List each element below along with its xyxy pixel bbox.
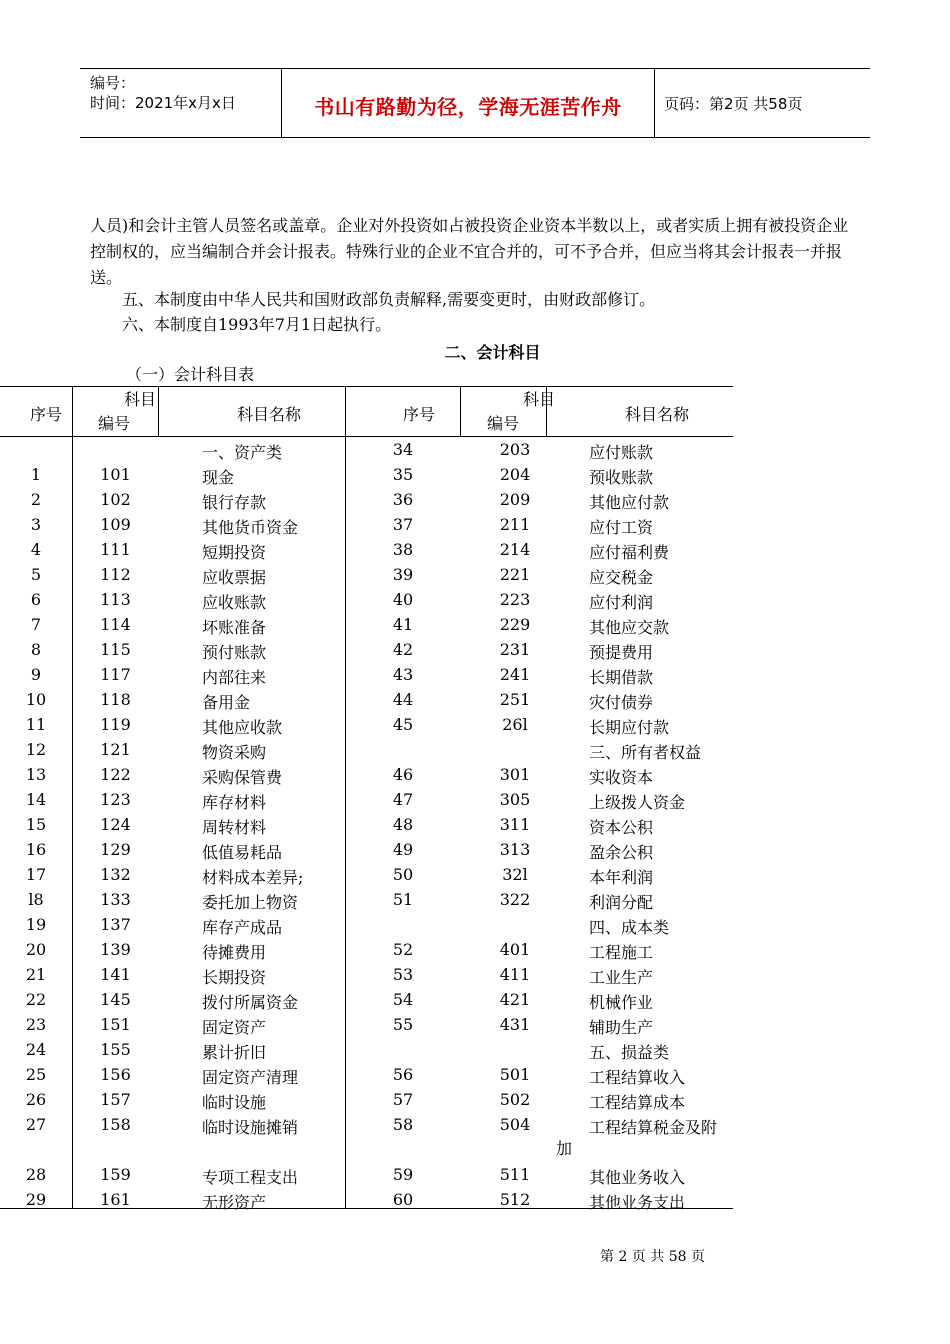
row-seq: 23 xyxy=(25,1015,47,1034)
row-seq: 26 xyxy=(25,1090,47,1109)
row-name: 利润分配 xyxy=(589,893,654,912)
header-page-info: 页码：第2页 共58页 xyxy=(664,95,803,113)
row-name: 长期投资 xyxy=(202,968,267,987)
row-code: 504 xyxy=(499,1115,531,1134)
row-seq: 8 xyxy=(30,640,42,659)
row-code: 117 xyxy=(100,665,131,684)
row-code: 158 xyxy=(100,1115,131,1134)
row-seq: 29 xyxy=(25,1190,47,1209)
row-name: 应付账款 xyxy=(589,443,654,462)
row-name: 应收账款 xyxy=(202,593,267,612)
row-code: 109 xyxy=(100,515,131,534)
row-seq: 50 xyxy=(392,865,414,884)
row-seq: 58 xyxy=(392,1115,414,1134)
row-seq: 60 xyxy=(392,1190,414,1209)
table-row xyxy=(0,465,733,490)
row-seq: 55 xyxy=(392,1015,414,1034)
row-continuation: 加 xyxy=(556,1139,573,1158)
table-row xyxy=(0,1015,733,1040)
table-row xyxy=(0,865,733,890)
row-name: 现金 xyxy=(202,468,235,487)
row-seq: 56 xyxy=(392,1065,414,1084)
row-seq: 27 xyxy=(25,1115,47,1134)
table-row xyxy=(0,440,733,465)
row-name: 临时设施摊销 xyxy=(202,1118,299,1137)
table-row xyxy=(0,990,733,1015)
row-name: 坏账准备 xyxy=(202,618,267,637)
body-paragraph: 五、本制度由中华人民共和国财政部负责解释,需要变更时，由财政部修订。 xyxy=(122,290,656,309)
row-name: 工程结算税金及附 xyxy=(589,1118,718,1137)
page-header xyxy=(80,68,870,138)
row-name: 应付利润 xyxy=(589,593,654,612)
row-seq: 9 xyxy=(30,665,42,684)
table-row xyxy=(0,840,733,865)
row-code: 223 xyxy=(499,590,531,609)
row-name: 银行存款 xyxy=(202,493,267,512)
row-name: 工程结算成本 xyxy=(589,1093,686,1112)
row-name: 辅助生产 xyxy=(589,1018,654,1037)
row-name: 应付工资 xyxy=(589,518,654,537)
row-code: 502 xyxy=(499,1090,531,1109)
row-code: 115 xyxy=(100,640,131,659)
row-seq: 35 xyxy=(392,465,414,484)
row-seq: 15 xyxy=(25,815,47,834)
row-name: 内部往来 xyxy=(202,668,267,687)
header-meta xyxy=(90,73,236,113)
row-name: 预付账款 xyxy=(202,643,267,662)
row-name: 周转材料 xyxy=(202,818,267,837)
row-code: 32l xyxy=(502,865,528,884)
row-name: 备用金 xyxy=(202,693,251,712)
row-code: 112 xyxy=(100,565,131,584)
header-motto: 书山有路勤为径，学海无涯苦作舟 xyxy=(314,95,622,119)
row-name: 其他货币资金 xyxy=(202,518,299,537)
row-seq: 49 xyxy=(392,840,414,859)
row-seq: 24 xyxy=(25,1040,47,1059)
row-seq: 10 xyxy=(25,690,47,709)
header-code-line2: 编号 xyxy=(487,414,520,433)
row-name: 本年利润 xyxy=(589,868,654,887)
page-footer: 第 2 页 共 58 页 xyxy=(600,1249,705,1265)
row-seq: l8 xyxy=(28,890,44,909)
row-seq: 37 xyxy=(392,515,414,534)
table-row xyxy=(0,890,733,915)
row-seq: 13 xyxy=(25,765,47,784)
table-row xyxy=(0,965,733,990)
row-seq: 59 xyxy=(392,1165,414,1184)
row-code: 305 xyxy=(499,790,531,809)
row-name: 物资采购 xyxy=(202,743,267,762)
row-code: 229 xyxy=(499,615,531,634)
row-code: 401 xyxy=(499,940,531,959)
row-name: 应付福利费 xyxy=(589,543,670,562)
row-code: 26l xyxy=(502,715,528,734)
table-row xyxy=(0,515,733,540)
row-code: 204 xyxy=(499,465,531,484)
header-name: 科目名称 xyxy=(624,405,689,424)
row-name: 采购保管费 xyxy=(202,768,283,787)
row-name: 应收票据 xyxy=(202,568,267,587)
row-name: 无形资产 xyxy=(202,1193,267,1212)
row-name: 其他业务支出 xyxy=(589,1193,686,1212)
row-code: 511 xyxy=(499,1165,531,1184)
row-name: 资本公积 xyxy=(589,818,654,837)
row-name: 累计折旧 xyxy=(202,1043,267,1062)
row-seq: 36 xyxy=(392,490,414,509)
row-code: 122 xyxy=(100,765,131,784)
row-seq: 53 xyxy=(392,965,414,984)
row-code: 421 xyxy=(499,990,531,1009)
row-name: 短期投资 xyxy=(202,543,267,562)
row-name: 三、所有者权益 xyxy=(589,743,702,762)
row-seq: 12 xyxy=(25,740,47,759)
row-code: 114 xyxy=(100,615,131,634)
body-paragraph: 人员)和会计主管人员签名或盖章。企业对外投资如占被投资企业资本半数以上，或者实质上拥有被投资企业控制权的，应当编制合并会计报表。特殊行业的企业不宜合并的，可不予合并，但应当将其会计报表一并报送。 xyxy=(90,216,849,287)
row-seq: 40 xyxy=(392,590,414,609)
table-row xyxy=(0,915,733,940)
row-code: 241 xyxy=(499,665,531,684)
row-code: 155 xyxy=(100,1040,131,1059)
row-seq: 14 xyxy=(25,790,47,809)
row-code: 221 xyxy=(499,565,531,584)
row-seq: 7 xyxy=(30,615,42,634)
row-code: 151 xyxy=(100,1015,131,1034)
row-name: 其他应交款 xyxy=(589,618,670,637)
row-name: 委托加上物资 xyxy=(202,893,299,912)
row-code: 211 xyxy=(499,515,531,534)
row-seq: 47 xyxy=(392,790,414,809)
row-seq: 43 xyxy=(392,665,414,684)
row-code: 209 xyxy=(499,490,531,509)
table-row xyxy=(0,490,733,515)
row-code: 129 xyxy=(100,840,131,859)
table-row xyxy=(0,690,733,715)
row-seq: 57 xyxy=(392,1090,414,1109)
row-seq: 16 xyxy=(25,840,47,859)
row-seq: 25 xyxy=(25,1065,47,1084)
row-name: 五、损益类 xyxy=(589,1043,670,1062)
row-seq: 21 xyxy=(25,965,47,984)
row-name: 待摊费用 xyxy=(202,943,267,962)
row-name: 临时设施 xyxy=(202,1093,267,1112)
section-title: 二、会计科目 xyxy=(444,343,541,362)
header-divider xyxy=(654,69,655,137)
row-code: 159 xyxy=(100,1165,131,1184)
row-code: 137 xyxy=(100,915,131,934)
row-name: 专项工程支出 xyxy=(202,1168,299,1187)
row-seq: 6 xyxy=(30,590,42,609)
row-code: 156 xyxy=(100,1065,131,1084)
table-row xyxy=(0,665,733,690)
row-name: 长期借款 xyxy=(589,668,654,687)
table-row xyxy=(0,565,733,590)
row-name: 材料成本差异; xyxy=(202,868,304,887)
row-code: 124 xyxy=(100,815,131,834)
row-seq: 44 xyxy=(392,690,414,709)
row-name: 库存产成品 xyxy=(202,918,283,937)
row-code: 431 xyxy=(499,1015,531,1034)
row-code: 161 xyxy=(100,1190,131,1209)
row-seq: 34 xyxy=(392,440,414,459)
table-row xyxy=(0,1065,733,1090)
row-code: 411 xyxy=(499,965,531,984)
row-code: 141 xyxy=(100,965,131,984)
row-seq: 2 xyxy=(30,490,42,509)
row-code: 102 xyxy=(100,490,131,509)
row-name: 上级拨人资金 xyxy=(589,793,686,812)
header-time-label: 时间：2021年x月x日 xyxy=(90,94,236,112)
header-code-line1: 科目 xyxy=(123,390,156,409)
row-seq: 46 xyxy=(392,765,414,784)
row-name: 拨付所属资金 xyxy=(202,993,299,1012)
row-code: 139 xyxy=(100,940,131,959)
row-seq: 42 xyxy=(392,640,414,659)
row-name: 长期应付款 xyxy=(589,718,670,737)
row-name: 工程结算收入 xyxy=(589,1068,686,1087)
row-seq: 5 xyxy=(30,565,42,584)
row-name: 工业生产 xyxy=(589,968,654,987)
table-row xyxy=(0,815,733,840)
table-row xyxy=(0,740,733,765)
table-row xyxy=(0,1190,733,1215)
row-code: 512 xyxy=(499,1190,531,1209)
row-code: 121 xyxy=(100,740,131,759)
row-code: 251 xyxy=(499,690,531,709)
table-row xyxy=(0,1090,733,1115)
table-row xyxy=(0,765,733,790)
row-name: 预收账款 xyxy=(589,468,654,487)
row-name: 盈余公积 xyxy=(589,843,654,862)
row-name: 实收资本 xyxy=(589,768,654,787)
row-code: 145 xyxy=(100,990,131,1009)
row-name: 一、资产类 xyxy=(202,443,283,462)
table-rule xyxy=(0,436,733,437)
row-code: 118 xyxy=(100,690,131,709)
row-name: 应交税金 xyxy=(589,568,654,587)
row-code: 231 xyxy=(499,640,531,659)
table-row xyxy=(0,615,733,640)
row-seq: 19 xyxy=(25,915,47,934)
row-name: 固定资产清理 xyxy=(202,1068,299,1087)
subsection-title: （一）会计科目表 xyxy=(126,365,255,384)
table-row xyxy=(0,1040,733,1065)
header-seq: 序号 xyxy=(402,405,435,424)
row-seq: 28 xyxy=(25,1165,47,1184)
row-seq: 51 xyxy=(392,890,414,909)
table-row xyxy=(0,790,733,815)
row-code: 322 xyxy=(499,890,531,909)
table-row xyxy=(0,540,733,565)
table-row xyxy=(0,1165,733,1190)
row-code: 501 xyxy=(499,1065,531,1084)
row-seq: 48 xyxy=(392,815,414,834)
row-seq: 22 xyxy=(25,990,47,1009)
table-row xyxy=(0,715,733,740)
row-name: 预提费用 xyxy=(589,643,654,662)
row-seq: 52 xyxy=(392,940,414,959)
table-row xyxy=(0,940,733,965)
table-row xyxy=(0,640,733,665)
header-name: 科目名称 xyxy=(236,405,301,424)
header-code-line1: 科目 xyxy=(522,390,555,409)
row-name: 低值易耗品 xyxy=(202,843,283,862)
header-number-label: 编号： xyxy=(90,74,136,92)
row-name: 其他业务收入 xyxy=(589,1168,686,1187)
row-seq: 38 xyxy=(392,540,414,559)
row-code: 111 xyxy=(100,540,131,559)
table-row xyxy=(0,590,733,615)
row-code: 313 xyxy=(499,840,531,859)
row-seq: 54 xyxy=(392,990,414,1009)
row-name: 机械作业 xyxy=(589,993,654,1012)
row-seq: 41 xyxy=(392,615,414,634)
row-code: 203 xyxy=(499,440,531,459)
row-name: 库存材料 xyxy=(202,793,267,812)
row-seq: 3 xyxy=(30,515,42,534)
row-code: 311 xyxy=(499,815,531,834)
row-name: 工程施工 xyxy=(589,943,654,962)
body-paragraph: 六、本制度自1993年7月1日起执行。 xyxy=(122,315,392,334)
row-code: 119 xyxy=(100,715,131,734)
row-code: 301 xyxy=(499,765,531,784)
row-name: 灾付债券 xyxy=(589,693,654,712)
row-seq: 17 xyxy=(25,865,47,884)
row-code: 157 xyxy=(100,1090,131,1109)
header-code-line2: 编号 xyxy=(98,414,131,433)
row-seq: 45 xyxy=(392,715,414,734)
row-name: 其他应付款 xyxy=(589,493,670,512)
row-name: 其他应收款 xyxy=(202,718,283,737)
row-seq: 39 xyxy=(392,565,414,584)
table-rule xyxy=(0,386,733,387)
row-code: 123 xyxy=(100,790,131,809)
row-seq: 1 xyxy=(30,465,42,484)
row-code: 133 xyxy=(100,890,131,909)
row-name: 固定资产 xyxy=(202,1018,267,1037)
row-seq: 11 xyxy=(25,715,47,734)
row-code: 113 xyxy=(100,590,131,609)
row-code: 101 xyxy=(100,465,131,484)
table-row xyxy=(0,1115,733,1140)
header-seq: 序号 xyxy=(29,405,62,424)
row-code: 132 xyxy=(100,865,131,884)
row-name: 四、成本类 xyxy=(589,918,670,937)
row-seq: 20 xyxy=(25,940,47,959)
row-seq: 4 xyxy=(30,540,42,559)
row-code: 214 xyxy=(499,540,531,559)
